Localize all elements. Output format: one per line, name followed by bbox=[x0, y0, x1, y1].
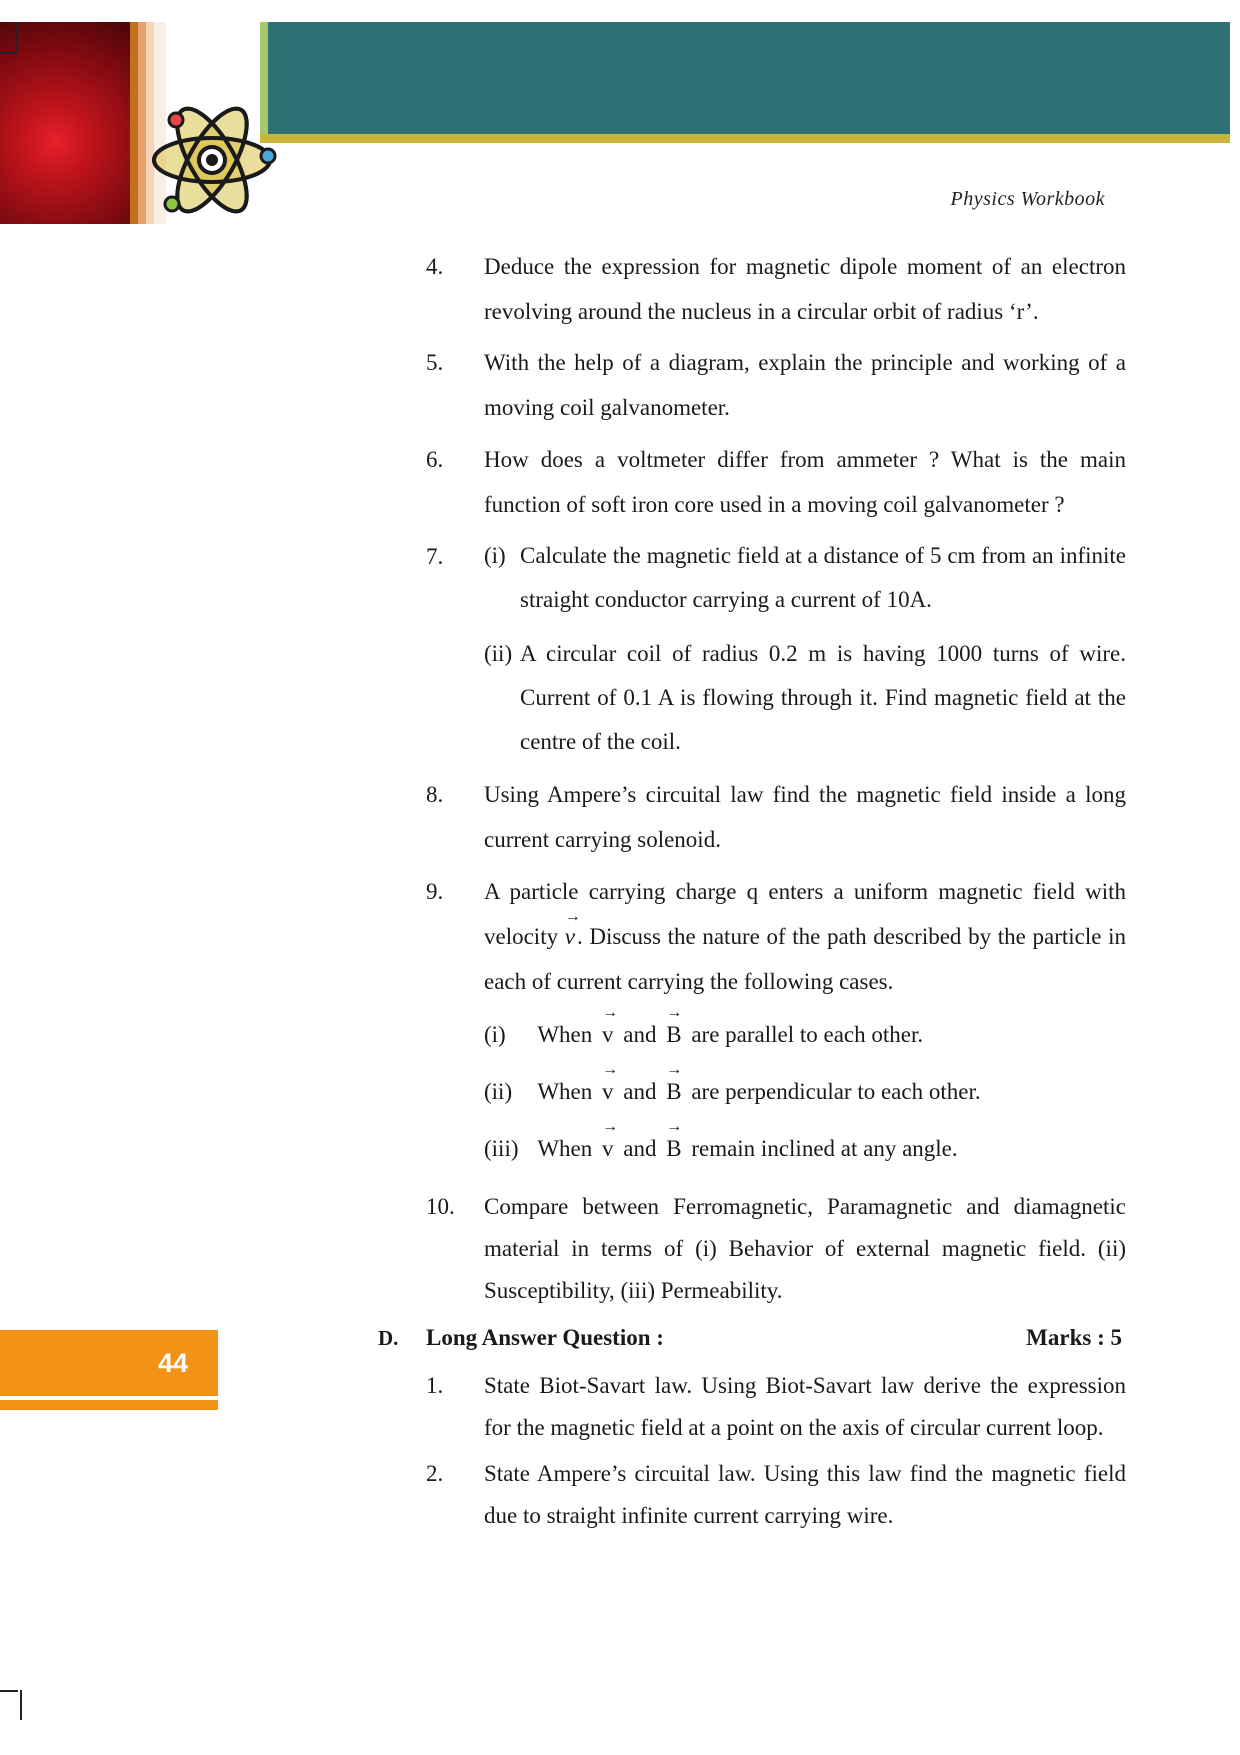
question-4 bbox=[426, 244, 1126, 334]
vector-symbol: B bbox=[666, 1022, 682, 1047]
velocity-vector bbox=[564, 908, 581, 959]
section-letter: D. bbox=[378, 1326, 399, 1350]
question-number: 2. bbox=[426, 1461, 444, 1486]
vector-arrow-icon: → bbox=[602, 1061, 619, 1078]
section-marks: Marks : 5 bbox=[1026, 1325, 1122, 1350]
vector-v bbox=[602, 1118, 619, 1169]
running-title: Physics Workbook bbox=[950, 188, 1105, 210]
part-label: (ii) bbox=[484, 641, 513, 666]
question-9 bbox=[426, 869, 1126, 1004]
vector-arrow-icon: → bbox=[564, 908, 581, 925]
atom-icon bbox=[146, 100, 282, 222]
question-number: 6. bbox=[426, 447, 444, 472]
long-question-1 bbox=[426, 1365, 1126, 1449]
question-5 bbox=[426, 340, 1126, 430]
case-pre: When bbox=[537, 1079, 593, 1104]
case-and: and bbox=[623, 1079, 657, 1104]
part-label: (i) bbox=[484, 543, 506, 568]
vector-arrow-icon: → bbox=[666, 1061, 683, 1078]
case-post: are parallel to each other. bbox=[691, 1022, 924, 1047]
question-number: 10. bbox=[426, 1194, 455, 1219]
vector-b bbox=[666, 1118, 683, 1169]
question-9-case-iii bbox=[484, 1118, 958, 1169]
case-and: and bbox=[623, 1136, 657, 1161]
vector-arrow-icon: → bbox=[602, 1118, 619, 1135]
question-text-b: . Discuss the nature of the path described by the particle in each of current carrying the following cases. bbox=[484, 924, 1126, 994]
vector-arrow-icon: → bbox=[666, 1118, 683, 1135]
case-and: and bbox=[623, 1022, 657, 1047]
vector-symbol: B bbox=[666, 1079, 682, 1104]
case-label: (i) bbox=[484, 1022, 506, 1047]
question-text bbox=[484, 869, 1126, 1004]
vector-arrow-icon: → bbox=[602, 1004, 619, 1021]
question-7-part-ii bbox=[484, 632, 1126, 764]
crop-mark-top-h bbox=[0, 52, 16, 54]
question-text: Compare between Ferromagnetic, Paramagnetic and diamagnetic material in terms of (i) Behavior of external magnetic field. (ii) Susceptibility, (iii) Permeability. bbox=[484, 1194, 1126, 1303]
case-pre: When bbox=[537, 1022, 593, 1047]
question-9-case-ii bbox=[484, 1061, 981, 1112]
vector-symbol: v bbox=[602, 1079, 614, 1104]
question-9-case-i bbox=[484, 1004, 924, 1055]
case-pre: When bbox=[537, 1136, 593, 1161]
question-6 bbox=[426, 437, 1126, 527]
case-post: remain inclined at any angle. bbox=[691, 1136, 958, 1161]
question-text: How does a voltmeter differ from ammeter ? What is the main function of soft iron core used in a moving coil galvanometer ? bbox=[484, 447, 1126, 517]
crop-mark-bottom bbox=[20, 1690, 22, 1720]
vector-v bbox=[602, 1004, 619, 1055]
crop-mark-bottom-h bbox=[0, 1690, 18, 1692]
question-number: 4. bbox=[426, 254, 444, 279]
question-number: 5. bbox=[426, 350, 444, 375]
question-text-a: A particle carrying charge q enters a uniform magnetic field with velocity bbox=[484, 879, 1126, 949]
question-text: With the help of a diagram, explain the principle and working of a moving coil galvanometer. bbox=[484, 350, 1126, 420]
question-10 bbox=[426, 1186, 1126, 1312]
vector-arrow-icon: → bbox=[666, 1004, 683, 1021]
section-title: Long Answer Question : bbox=[426, 1325, 664, 1350]
vector-b bbox=[666, 1004, 683, 1055]
header-teal-band bbox=[268, 22, 1230, 134]
question-number: 9. bbox=[426, 879, 444, 904]
header-red-block bbox=[0, 22, 130, 224]
header-yellow-rule bbox=[260, 134, 1230, 143]
vector-b bbox=[666, 1061, 683, 1112]
question-text: Deduce the expression for magnetic dipole moment of an electron revolving around the nucleus in a circular orbit of radius ‘r’. bbox=[484, 254, 1126, 324]
page-number-rule bbox=[0, 1400, 218, 1410]
question-text: State Biot-Savart law. Using Biot-Savart law derive the expression for the magnetic field at a point on the axis of circular current loop. bbox=[484, 1373, 1126, 1440]
vector-symbol: v bbox=[602, 1136, 614, 1161]
crop-mark-top bbox=[16, 22, 18, 54]
question-number: 7. bbox=[426, 544, 444, 569]
vector-symbol: v bbox=[602, 1022, 614, 1047]
vector-symbol: v bbox=[564, 924, 575, 949]
question-text: Using Ampere’s circuital law find the magnetic field inside a long current carrying solenoid. bbox=[484, 782, 1126, 852]
question-8 bbox=[426, 772, 1126, 862]
case-post: are perpendicular to each other. bbox=[691, 1079, 981, 1104]
page-number: 44 bbox=[157, 1348, 189, 1378]
long-question-2 bbox=[426, 1453, 1126, 1537]
part-text: A circular coil of radius 0.2 m is having 1000 turns of wire. Current of 0.1 A is flowing through it. Find magnetic field at the centre of the coil. bbox=[520, 641, 1126, 754]
question-number: 8. bbox=[426, 782, 444, 807]
vector-v bbox=[602, 1061, 619, 1112]
question-number: 1. bbox=[426, 1373, 444, 1398]
question-text: State Ampere’s circuital law. Using this law find the magnetic field due to straight infinite current carrying wire. bbox=[484, 1461, 1126, 1528]
vector-symbol: B bbox=[666, 1136, 682, 1161]
case-label: (ii) bbox=[484, 1079, 513, 1104]
case-label: (iii) bbox=[484, 1136, 519, 1161]
part-text: Calculate the magnetic field at a distance of 5 cm from an infinite straight conductor carrying a current of 10A. bbox=[520, 543, 1126, 612]
question-7-part-i bbox=[484, 534, 1126, 622]
